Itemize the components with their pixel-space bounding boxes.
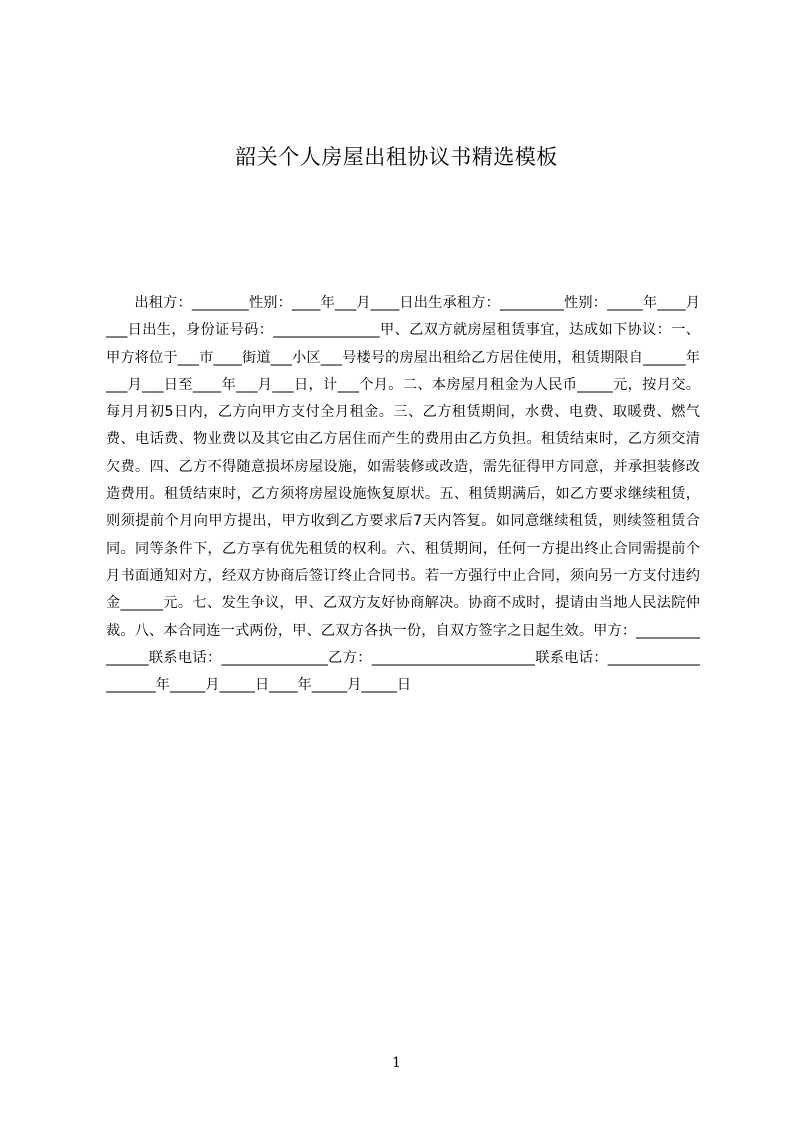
agreement-body: 出租方：________性别：____年___月____日出生承租方：_________性别：_____年____月___日出生，身份证号码：_______________甲、乙双方就房屋租赁事宜，达成如下协议：一、甲方将位于___市____街道___小区___号楼号的房屋出租给乙方居住使用，租赁期限自______年___月___日至____年___月___日，计___个月。二、本房屋月租金为人民币_____元，按月交。每月月初5日内，乙方向甲方支付全月租金。三、乙方租赁期间，水费、电费、取暖费、燃气费、电话费、物业费以及其它由乙方居住而产生的费用由乙方负担。租赁结束时，乙方须交清欠费。四、乙方不得随意损坏房屋设施，如需装修或改造，需先征得甲方同意，并承担装修改造费用。租赁结束时，乙方须将房屋设施恢复原状。五、租赁期满后，如乙方要求继续租赁，则须提前个月向甲方提出，甲方收到乙方要求后7天内答复。如同意继续租赁，则续签租赁合同。同等条件下，乙方享有优先租赁的权利。六、租赁期间，任何一方提出终止合同需提前个月书面通知对方，经双方协商后签订终止合同书。若一方强行中止合同，须向另一方支付违约金______元。七、发生争议，甲、乙双方友好协商解决。协商不成时，提请由当地人民法院仲裁。八、本合同连一式两份，甲、乙双方各执一份，自双方签字之日起生效。甲方：_______________联系电话：_______________乙方：_______________________联系电话：____________________年_____月_____日____年_____月_____日 bbox=[106, 295, 700, 694]
document-title: 韶关个人房屋出租协议书精选模板 bbox=[235, 145, 558, 169]
page-number: 1 bbox=[392, 1055, 401, 1071]
